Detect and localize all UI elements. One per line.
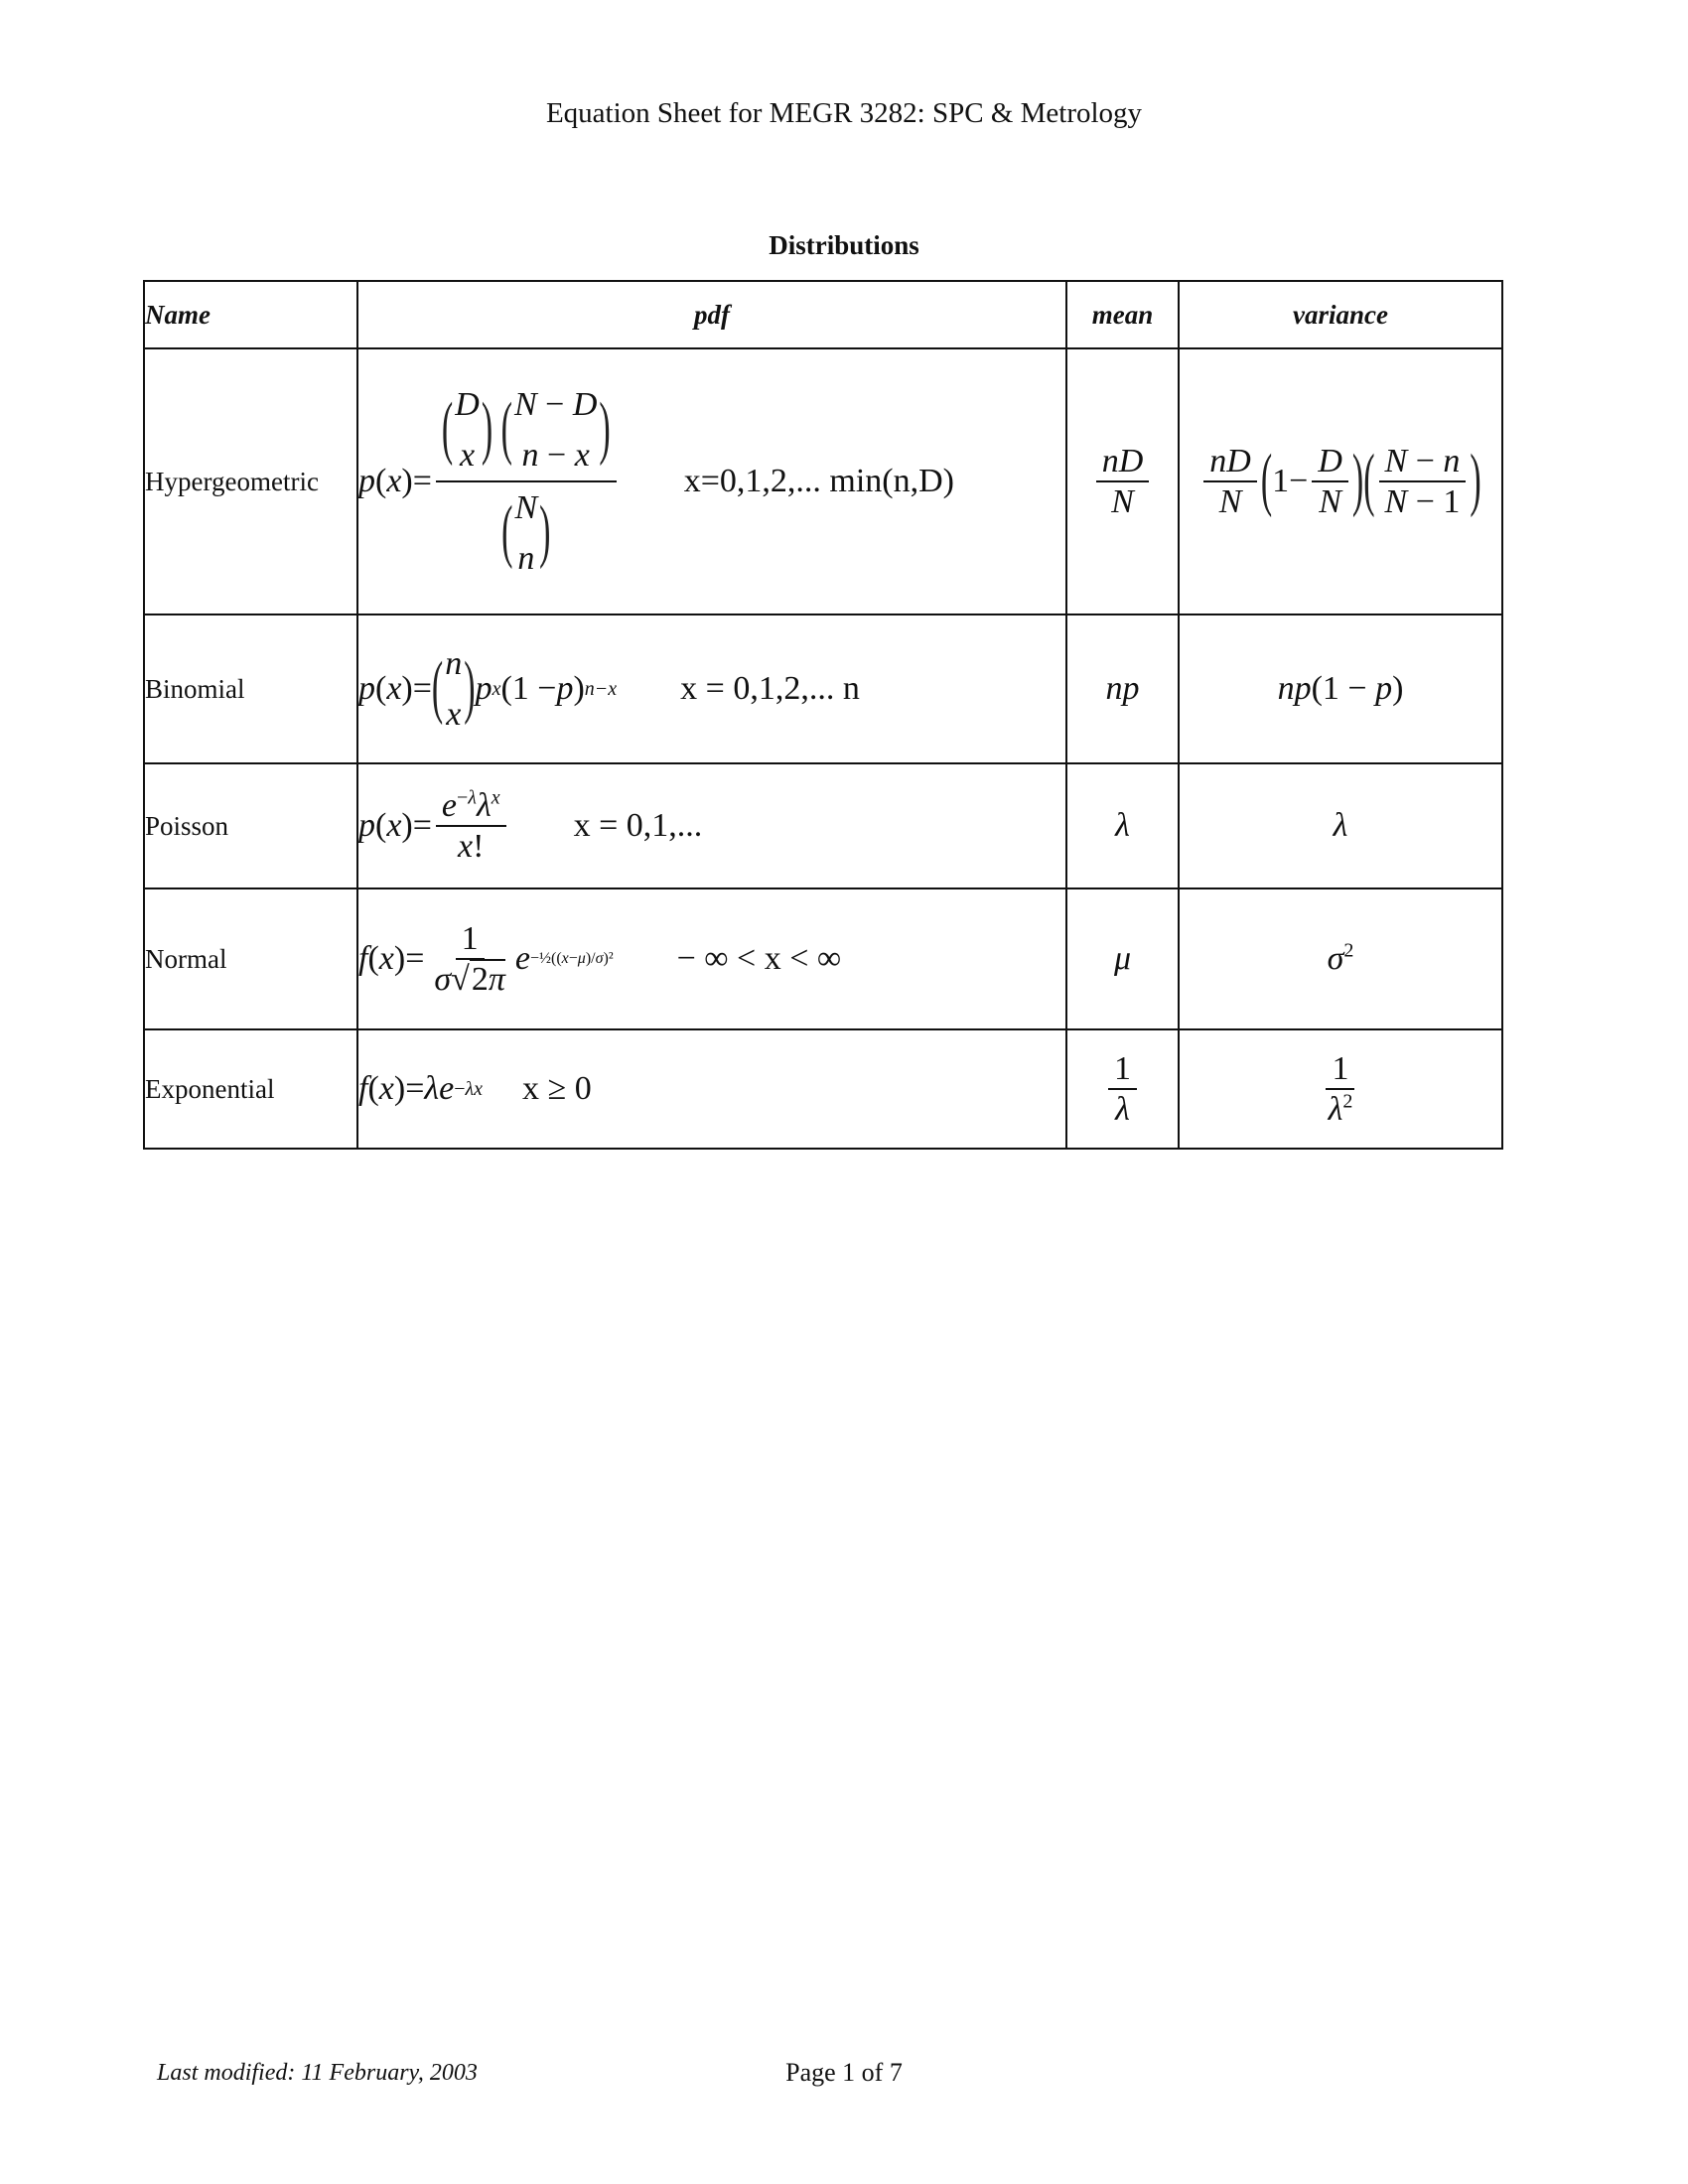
variance-formula: $\frac{1}{\lambda^2}$	[1179, 1029, 1502, 1149]
mean-formula: $\frac{1}{\lambda}$	[1066, 1029, 1179, 1149]
distributions-table	[143, 280, 1503, 1150]
table-row	[144, 614, 1502, 763]
header-name: Name	[144, 281, 357, 348]
variance-formula: np(1 − p)	[1179, 614, 1502, 763]
last-modified-text: Last modified: 11 February, 2003	[157, 2060, 478, 2086]
pdf-formula: f ( x )= λe −λx x ≥ 0	[357, 1029, 1066, 1149]
pdf-formula: p ( x )= ( D x ) ( N − D n − x ) ( N n ) x=0,1,2,... min(n,D)	[357, 348, 1066, 614]
table-header-row	[144, 281, 1502, 348]
table-row	[144, 763, 1502, 888]
row-name: Hypergeometric	[144, 348, 357, 614]
document-title: Equation Sheet for MEGR 3282: SPC & Metrology	[545, 97, 1143, 129]
header-pdf: pdf	[357, 281, 1066, 348]
mean-formula: $\frac{nD}{N}$	[1066, 348, 1179, 614]
variance-formula: $\sigma^2$	[1179, 888, 1502, 1029]
page-number: Page 1 of 7	[785, 2058, 903, 2087]
table-row	[144, 888, 1502, 1029]
variance-formula: $\frac{nD}{N}$ ( 1− $\frac{D}{N}$ ) ( $\frac{N - n}{N - 1}$ )	[1179, 348, 1502, 614]
pdf-formula: p ( x )= $\frac{e^{-\lambda}\lambda^x}{x!}$ x = 0,1,...	[357, 763, 1066, 888]
row-name: Binomial	[144, 614, 357, 763]
mean-formula: λ	[1066, 763, 1179, 888]
row-name: Poisson	[144, 763, 357, 888]
row-name: Exponential	[144, 1029, 357, 1149]
domain-text: − ∞ < x < ∞	[676, 940, 842, 977]
row-name: Normal	[144, 888, 357, 1029]
variance-formula: λ	[1179, 763, 1502, 888]
domain-text: x = 0,1,...	[573, 807, 703, 844]
header-mean: mean	[1066, 281, 1179, 348]
mean-formula: μ	[1066, 888, 1179, 1029]
domain-text: x ≥ 0	[522, 1070, 592, 1107]
table-row	[144, 1029, 1502, 1149]
pdf-formula: p ( x )= ( n x ) p x (1 − p ) n−x x = 0,1,2,... n	[357, 614, 1066, 763]
pdf-formula: f ( x )= $\frac{1}{\sigma√2\pi}$ e −½((x−μ)/σ)² − ∞ < x < ∞	[357, 888, 1066, 1029]
section-title: Distributions	[769, 230, 919, 260]
header-variance: variance	[1179, 281, 1502, 348]
domain-text: x=0,1,2,... min(n,D)	[683, 463, 954, 499]
mean-formula: np	[1066, 614, 1179, 763]
table-row	[144, 348, 1502, 614]
domain-text: x = 0,1,2,... n	[680, 670, 860, 707]
